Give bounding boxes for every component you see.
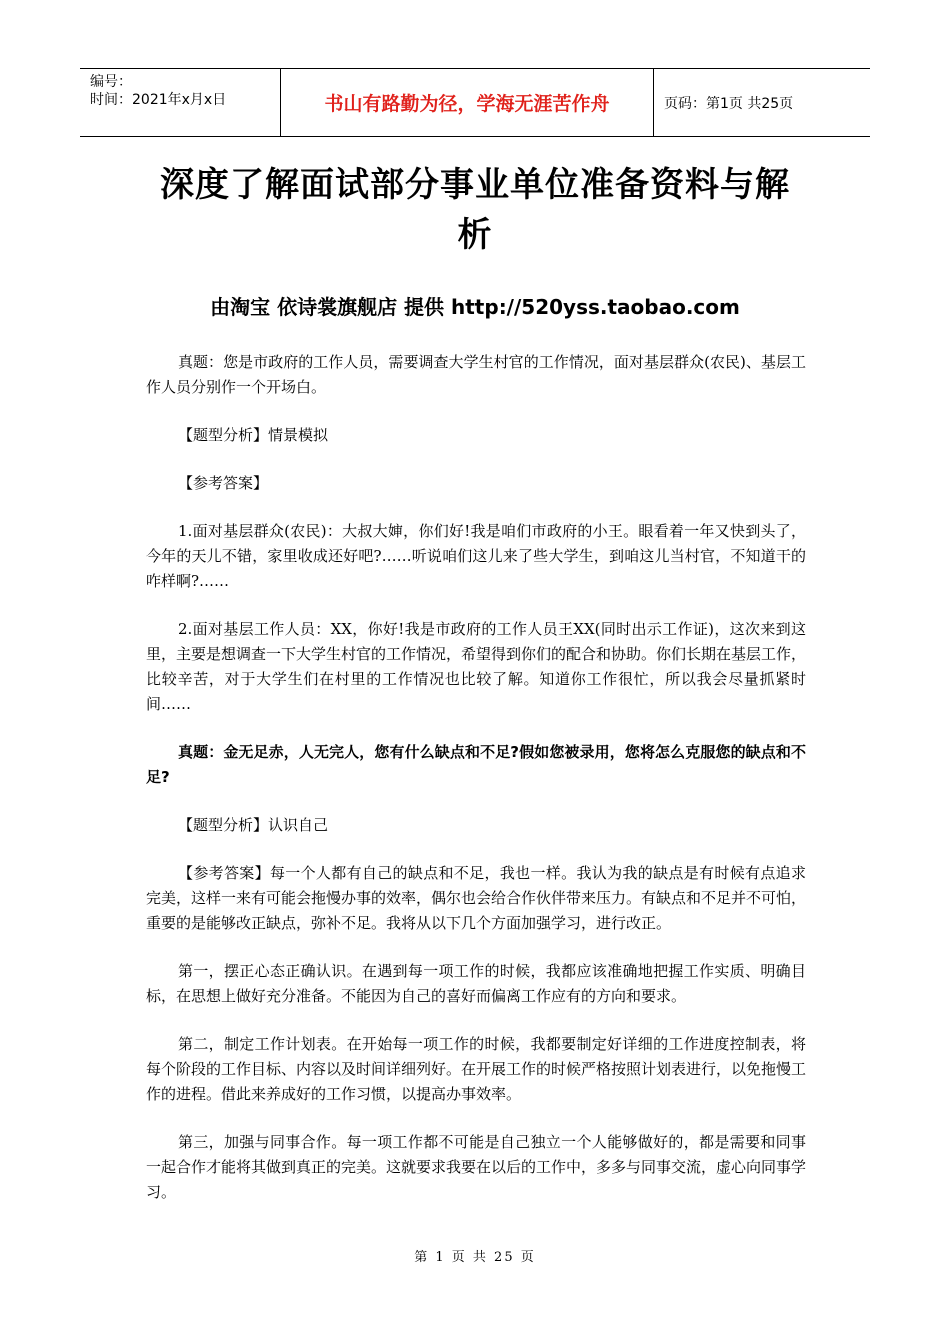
header-motto: 书山有路勤为径，学海无涯苦作舟: [281, 69, 654, 136]
paragraph: 真题：您是市政府的工作人员，需要调查大学生村官的工作情况，面对基层群众(农民)、基层工作人员分别作一个开场白。: [146, 353, 806, 396]
document-body: [146, 350, 806, 1228]
time-label: 时间：2021年x月x日: [90, 92, 227, 108]
paragraph: 第一，摆正心态正确认识。在遇到每一项工作的时候，我都应该准确地把握工作实质、明确目标，在思想上做好充分准备。不能因为自己的喜好而偏离工作应有的方向和要求。: [146, 962, 806, 1005]
paragraph: 第二，制定工作计划表。在开始每一项工作的时候，我都要制定好详细的工作进度控制表，将每个阶段的工作目标、内容以及时间详细列好。在开展工作的时候严格按照计划表进行，以免拖慢工作的进程。借此来养成好的工作习惯，以提高办事效率。: [146, 1035, 807, 1103]
paragraph: 真题：金无足赤，人无完人，您有什么缺点和不足?假如您被录用，您将怎么克服您的缺点和不足?: [146, 743, 806, 786]
page-footer: 第 1 页 共 25 页: [414, 1250, 536, 1265]
paragraph: 1.面对基层群众(农民)：大叔大婶，你们好!我是咱们市政府的小王。眼看着一年又快到头了，今年的天儿不错，家里收成还好吧?……听说咱们这儿来了些大学生，到咱这儿当村官，不知道干的咋样啊?……: [146, 522, 806, 590]
header-meta: [80, 69, 281, 136]
paragraph: 【参考答案】: [178, 474, 269, 492]
document-title: 深度了解面试部分事业单位准备资料与解析: [160, 165, 790, 255]
number-label: 编号：: [90, 74, 132, 90]
paragraph: 【题型分析】情景模拟: [178, 426, 329, 444]
provider-line: 由淘宝 依诗裳旗舰店 提供 http://520yss.taobao.com: [210, 295, 740, 319]
paragraph: 2.面对基层工作人员：XX，你好!我是市政府的工作人员王XX(同时出示工作证)，这次来到这里，主要是想调查一下大学生村官的工作情况，希望得到你们的配合和协助。你们长期在基层工作，比较辛苦，对于大学生们在村里的工作情况也比较了解。知道你工作很忙，所以我会尽量抓紧时间……: [146, 620, 807, 713]
header-page-info: 页码：第1页 共25页: [664, 95, 794, 112]
paragraph: 第三，加强与同事合作。每一项工作都不可能是自己独立一个人能够做好的，都是需要和同事一起合作才能将其做到真正的完美。这就要求我要在以后的工作中，多多与同事交流，虚心向同事学习。: [146, 1133, 807, 1201]
paragraph: 【题型分析】认识自己: [178, 816, 329, 834]
paragraph: 【参考答案】每一个人都有自己的缺点和不足，我也一样。我认为我的缺点是有时候有点追求完美，这样一来有可能会拖慢办事的效率，偶尔也会给合作伙伴带来压力。有缺点和不足并不可怕，重要的是能够改正缺点，弥补不足。我将从以下几个方面加强学习，进行改正。: [146, 864, 807, 932]
header-table: [80, 68, 870, 137]
